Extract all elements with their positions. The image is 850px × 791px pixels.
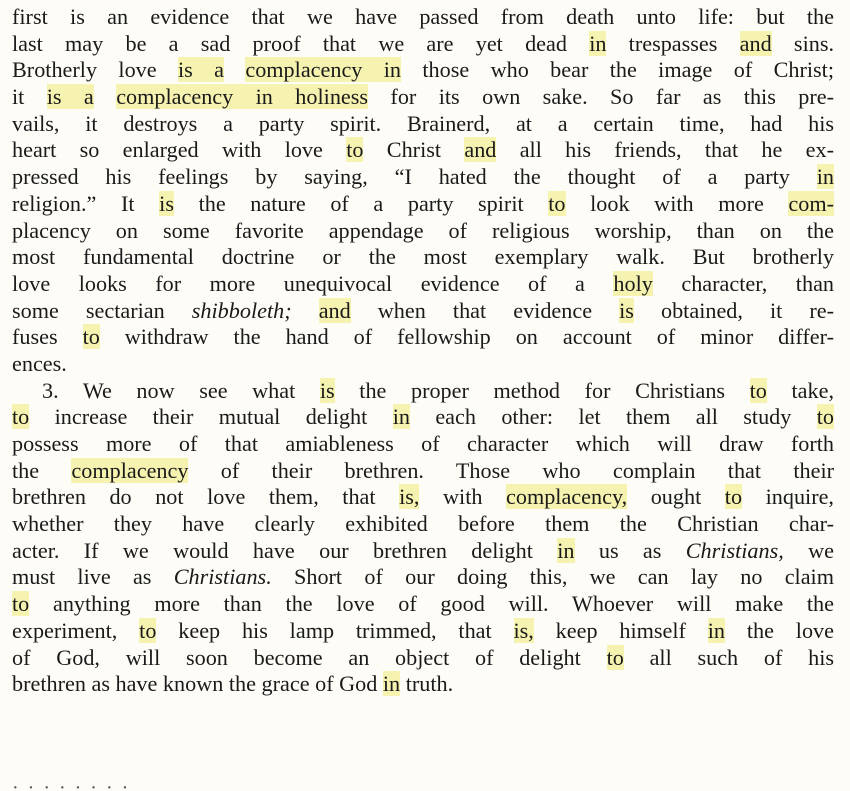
- text-line: [12, 244, 834, 271]
- text-run: all his friends, that he ex-: [496, 137, 834, 163]
- text-run: obtained, it re-: [633, 297, 834, 323]
- highlighted-word: in: [392, 404, 410, 430]
- text-run: 3. We now see what: [42, 377, 320, 403]
- text-run: truth.: [400, 671, 454, 697]
- text-line: [12, 57, 834, 84]
- highlighted-word: complacency,: [506, 484, 628, 510]
- text-line: [12, 298, 834, 325]
- text-run: pressed his feelings by saying, “I hated the thought of a party: [12, 164, 817, 190]
- text-run: character, than: [652, 270, 834, 296]
- text-run: placency on some favorite appendage of religious worship, than on the: [12, 217, 834, 243]
- text-run: [224, 57, 245, 82]
- text-run: it: [12, 84, 47, 110]
- text-run: the proper method for Christians: [334, 377, 750, 403]
- text-line: [12, 431, 834, 458]
- highlighted-word: is,: [399, 484, 420, 510]
- text-run: the nature of a party spirit: [173, 190, 549, 216]
- highlighted-word: to: [12, 591, 30, 617]
- highlighted-word: to: [606, 644, 624, 670]
- highlighted-word: to: [724, 484, 743, 510]
- text-run: the: [12, 457, 72, 483]
- text-run: of God, will soon become an object of delight: [12, 644, 607, 670]
- text-line: [12, 404, 834, 431]
- highlighted-word: in: [707, 617, 726, 643]
- highlighted-word: in: [382, 671, 401, 697]
- text-run: each other: let them all study: [409, 404, 817, 430]
- text-run: keep himself: [533, 617, 708, 643]
- text-line: [12, 511, 834, 538]
- text-run: brethren as have known the grace of God: [12, 671, 383, 697]
- page-text: [12, 4, 834, 698]
- text-run: religion.” It: [12, 190, 160, 216]
- text-run: most fundamental doctrine or the most exemplary walk. But brotherly: [12, 244, 834, 270]
- text-line: [12, 218, 834, 245]
- text-line: [12, 164, 834, 191]
- highlighted-word: complacency in: [245, 57, 402, 83]
- text-run: trespasses: [606, 30, 740, 56]
- text-line: [12, 671, 834, 698]
- text-line: [12, 191, 834, 218]
- text-run: us as: [574, 537, 686, 563]
- text-line: [12, 137, 834, 164]
- text-line: [12, 618, 834, 645]
- text-run: for its own sake. So far as this pre-: [368, 84, 834, 110]
- highlighted-word: holy: [613, 270, 653, 296]
- highlighted-word: is: [159, 190, 174, 216]
- highlighted-word: in: [816, 164, 834, 190]
- text-run: inquire,: [742, 484, 834, 510]
- highlighted-word: to: [548, 190, 566, 216]
- text-run: with: [419, 484, 506, 510]
- text-run: experiment,: [12, 617, 140, 643]
- italic-word: Christians.: [173, 564, 272, 590]
- text-run: possess more of that amiableness of character which will draw forth: [12, 431, 834, 456]
- highlighted-word: to: [749, 377, 767, 403]
- text-run: of their brethren. Those who complain that their: [188, 457, 834, 483]
- text-run: withdraw the hand of fellowship on account of minor differ-: [99, 324, 834, 350]
- text-run: acter. If we would have our brethren delight: [12, 537, 558, 563]
- text-run: must live as: [12, 564, 174, 590]
- text-run: some sectarian: [12, 297, 192, 323]
- highlighted-word: to: [139, 617, 157, 643]
- highlighted-word: is: [619, 297, 634, 323]
- highlighted-word: to: [346, 137, 364, 163]
- text-line: [12, 484, 834, 511]
- highlighted-word: complacency in holiness: [116, 84, 369, 110]
- text-run: those who bear the image of Christ;: [401, 57, 834, 83]
- highlighted-word: complacency: [71, 457, 189, 483]
- text-run: sins.: [771, 30, 834, 56]
- text-run: Short of our doing this, we can lay no claim: [271, 564, 834, 590]
- text-line: [12, 591, 834, 618]
- highlighted-word: in: [557, 537, 575, 563]
- text-run: ences.: [12, 350, 67, 376]
- highlighted-word: is,: [513, 617, 534, 643]
- text-run: when that evidence: [350, 297, 620, 323]
- text-line: [12, 111, 834, 138]
- text-run: Brotherly love: [12, 57, 178, 83]
- text-line: [12, 538, 834, 565]
- highlighted-word: and: [739, 30, 772, 56]
- text-line: [12, 324, 834, 351]
- text-run: [94, 84, 116, 109]
- text-run: whether they have clearly exhibited before them the Christian char-: [12, 511, 834, 537]
- highlighted-word: is a: [177, 57, 224, 83]
- text-run: take,: [766, 377, 834, 403]
- highlighted-word: com-: [788, 190, 834, 216]
- highlighted-word: to: [82, 324, 100, 350]
- italic-word: Christians,: [685, 537, 784, 563]
- text-run: first is an evidence that we have passed from death unto life: but the: [12, 4, 834, 29]
- text-line: [12, 84, 834, 111]
- text-run: keep his lamp trimmed, that: [156, 617, 514, 643]
- text-run: increase their mutual delight: [29, 404, 393, 430]
- text-run: Christ: [363, 137, 465, 163]
- highlighted-word: and: [318, 297, 351, 323]
- highlighted-word: to: [12, 404, 30, 430]
- text-run: we: [783, 537, 834, 563]
- text-line: [12, 271, 834, 298]
- text-run: anything more than the love of good will. Whoever will make the: [29, 591, 834, 617]
- text-run: love looks for more unequivocal evidence of a: [12, 270, 614, 296]
- text-line: [12, 31, 834, 58]
- cut-off-next-line: · · · · · · · ·: [12, 777, 131, 791]
- text-line: [12, 458, 834, 485]
- text-run: heart so enlarged with love: [12, 137, 347, 163]
- highlighted-word: to: [816, 404, 834, 430]
- highlighted-word: is a: [46, 84, 94, 110]
- text-line: [12, 351, 834, 378]
- highlighted-word: in: [589, 30, 607, 56]
- text-run: all such of his: [623, 644, 834, 670]
- text-run: brethren do not love them, that: [12, 484, 400, 510]
- text-run: last may be a sad proof that we are yet dead: [12, 30, 590, 56]
- highlighted-word: is: [319, 377, 335, 403]
- highlighted-word: and: [464, 137, 497, 163]
- text-line: [12, 564, 834, 591]
- text-run: [292, 298, 319, 323]
- text-run: vails, it destroys a party spirit. Brainerd, at a certain time, had his: [12, 110, 834, 136]
- text-line: [12, 645, 834, 672]
- text-run: look with more: [565, 190, 789, 216]
- text-line: [12, 378, 834, 405]
- text-run: fuses: [12, 324, 83, 350]
- italic-word: shibboleth;: [191, 297, 292, 323]
- text-line: [12, 4, 834, 31]
- text-run: the love: [725, 617, 834, 643]
- text-run: ought: [627, 484, 725, 510]
